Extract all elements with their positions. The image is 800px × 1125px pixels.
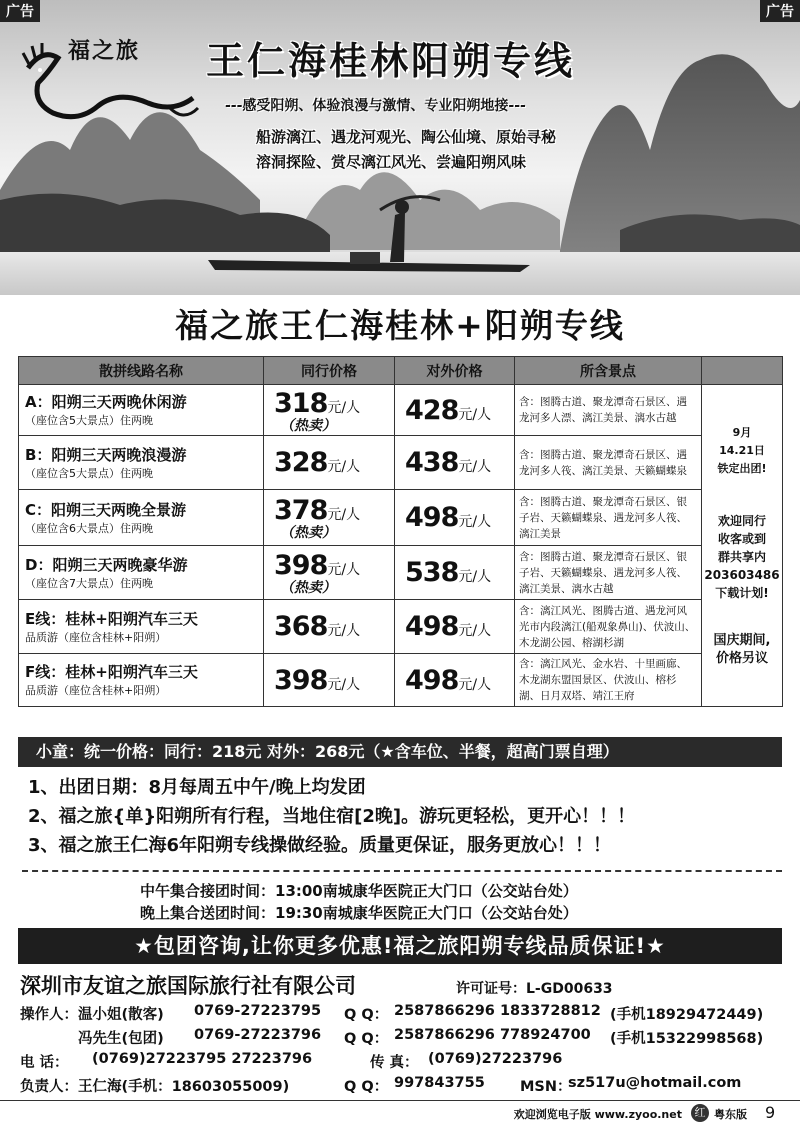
price-unit: 元/人: [458, 569, 492, 585]
operator-2-mobile: (手机15322998568): [610, 1031, 764, 1047]
manager-label: 负责人：: [20, 1079, 78, 1095]
footer-site: 欢迎浏览电子版 www.zyoo.net: [513, 1108, 682, 1121]
operator-2-qq: 2587866296 778924700: [394, 1027, 591, 1043]
banner-feature-1: 船游漓江、遇龙河观光、陶公仙境、原始寻秘: [256, 128, 557, 146]
welcome-line: 群共享内: [717, 549, 766, 564]
fax-label: 传 真：: [370, 1055, 419, 1071]
note-item: 1、出团日期：8月每周五中午/晚上均发团: [28, 777, 366, 798]
table-row: [19, 436, 783, 490]
route-name: F线：桂林+阳朔汽车三天: [25, 663, 198, 681]
route-name: D：阳朔三天两晚豪华游: [25, 555, 188, 574]
date-line: 9月: [732, 425, 752, 439]
peer-price-cell: [264, 654, 395, 707]
price-unit: 元/人: [327, 507, 361, 523]
price-unit: 元/人: [458, 406, 492, 423]
public-price-cell: [395, 654, 515, 707]
price-unit: 元/人: [458, 676, 492, 693]
date-line: 铁定出团!: [717, 461, 767, 475]
note-item: 3、福之旅王仁海6年阳朔专线操做经验。质量更保证，服务更放心！！！: [28, 835, 612, 856]
table-row: [19, 600, 783, 654]
ad-tag-right: 广告: [760, 0, 800, 22]
page-number: 9: [765, 1103, 776, 1122]
public-price: 428: [405, 394, 459, 426]
kids-price-bar: 小童：统一价格：同行：218元 对外：268元（★含车位、半餐，超高门票自理）: [18, 737, 782, 767]
assembly-evening: 晚上集合送团时间：19:30南城康华医院正大门口（公交站台处）: [140, 904, 578, 922]
holiday-note: 价格另议: [715, 650, 768, 666]
public-price: 498: [405, 664, 459, 696]
operator-label: 操作人：: [20, 1007, 78, 1023]
divider: [22, 870, 782, 872]
route-subtitle: （座位含7大景点）住两晚: [25, 576, 153, 590]
group-share-number: 203603486: [704, 567, 780, 582]
price-unit: 元/人: [458, 459, 492, 475]
welcome-line: 欢迎同行: [717, 513, 766, 528]
public-price: 538: [405, 557, 459, 588]
price-unit: 元/人: [458, 623, 492, 639]
logo-text: 福之旅: [68, 38, 141, 64]
peer-price: 378: [274, 495, 328, 526]
manager-info: 王仁海(手机：18603055009): [78, 1079, 290, 1095]
hot-sale-label: （热卖）: [280, 525, 336, 541]
price-unit: 元/人: [327, 459, 361, 475]
operator-2-name: 冯先生(包团): [78, 1031, 164, 1047]
page-footer: [0, 1100, 800, 1125]
hot-sale-label: （热卖）: [280, 580, 336, 596]
price-unit: 元/人: [327, 623, 361, 639]
peer-price: 398: [274, 550, 328, 581]
table-row: [19, 385, 783, 436]
header-spots: 所含景点: [515, 357, 702, 385]
peer-price: 318: [274, 387, 328, 419]
route-name-cell: [19, 546, 264, 600]
license-number: 许可证号：L-GD00633: [456, 981, 613, 997]
holiday-note: 国庆期间,: [713, 632, 771, 648]
spots-cell: 含：漓江风光、图腾古道、遇龙河风光市内段漓江(船观象鼻山)、伏波山、木龙湖公园、榕湖杉湖: [515, 600, 702, 654]
peer-price: 398: [274, 664, 328, 696]
fax-number: (0769)27223796: [428, 1051, 563, 1067]
table-header-row: [19, 357, 783, 385]
manager-qq: 997843755: [394, 1075, 485, 1091]
public-price-cell: [395, 490, 515, 546]
price-unit: 元/人: [327, 399, 361, 416]
route-subtitle: 品质游（座位含桂林+阳朔）: [25, 684, 167, 697]
route-name-cell: [19, 490, 264, 546]
public-price-cell: [395, 436, 515, 490]
peer-price-cell: [264, 436, 395, 490]
price-unit: 元/人: [327, 676, 361, 693]
group-consult-banner: ★包团咨询,让你更多优惠!福之旅阳朔专线品质保证!★: [18, 928, 782, 964]
peer-price-cell: [264, 385, 395, 436]
operator-2-qq-label: Q Q：: [344, 1031, 389, 1047]
header-peer-price: 同行价格: [264, 357, 395, 385]
msn-label: MSN：: [520, 1079, 572, 1095]
operator-1-mobile: (手机18929472449): [610, 1007, 764, 1023]
route-name-cell: [19, 385, 264, 436]
hot-sale-label: （热卖）: [280, 417, 336, 434]
spots-cell: 含：图腾古道、聚龙潭奇石景区、遇龙河多人筏、漓江美景、天籁蝴蝶泉: [515, 436, 702, 490]
public-price-cell: [395, 385, 515, 436]
peer-price-cell: [264, 600, 395, 654]
table-row: [19, 490, 783, 546]
header-route-name: 散拼线路名称: [19, 357, 264, 385]
edition-badge-icon: 红: [691, 1104, 709, 1122]
route-name: E线：桂林+阳朔汽车三天: [25, 609, 198, 628]
public-price: 498: [405, 611, 459, 642]
welcome-line: 收客或到: [717, 531, 766, 546]
operator-1-qq: 2587866296 1833728812: [394, 1003, 601, 1019]
peer-price: 368: [274, 611, 328, 642]
operator-2-phone: 0769-27223796: [194, 1027, 322, 1043]
route-subtitle: 品质游（座位含桂林+阳朔）: [25, 630, 167, 644]
departure-note: [702, 385, 783, 707]
tel-number: (0769)27223795 27223796: [92, 1051, 313, 1067]
spots-cell: 含：图腾古道、聚龙潭奇石景区、银子岩、天籁蝴蝶泉、遇龙河多人筏、漓江美景、漓水古越: [515, 546, 702, 600]
spots-cell: 含：漓江风光、金水岩、十里画廊、木龙湖东盟国景区、伏波山、榕杉湖、日月双塔、靖江王府: [515, 654, 702, 707]
spots-cell: 含：图腾古道、聚龙潭奇石景区、银子岩、天籁蝴蝶泉、遇龙河多人筏、漓江美景: [515, 490, 702, 546]
price-unit: 元/人: [327, 562, 361, 578]
ad-tag-left: 广告: [0, 0, 40, 22]
operator-1-name: 温小姐(散客): [78, 1007, 164, 1023]
date-line: 14.21日: [719, 443, 765, 457]
public-price-cell: [395, 600, 515, 654]
table-row: [19, 654, 783, 707]
header-note: [702, 357, 783, 385]
manager-qq-label: Q Q：: [344, 1079, 389, 1095]
operator-1-qq-label: Q Q：: [344, 1007, 389, 1023]
company-name: 深圳市友谊之旅国际旅行社有限公司: [20, 974, 356, 998]
banner-title: 王仁海桂林阳朔专线: [206, 39, 576, 83]
notes-list: [28, 773, 635, 860]
operator-1-phone: 0769-27223795: [194, 1003, 322, 1019]
price-unit: 元/人: [458, 514, 492, 530]
public-price-cell: [395, 546, 515, 600]
route-name: A：阳朔三天两晚休闲游: [25, 393, 187, 411]
peer-price-cell: [264, 490, 395, 546]
assembly-noon: 中午集合接团时间：13:00南城康华医院正大门口（公交站台处）: [140, 882, 578, 900]
route-name-cell: [19, 600, 264, 654]
table-row: [19, 546, 783, 600]
msn-address: sz517u@hotmail.com: [568, 1075, 742, 1091]
route-name: B：阳朔三天两晚浪漫游: [25, 445, 187, 464]
note-item: 2、福之旅{单}阳朔所有行程，当地住宿[2晚]。游玩更轻松，更开心！！！: [28, 806, 636, 827]
public-price: 438: [405, 447, 459, 478]
header-public-price: 对外价格: [395, 357, 515, 385]
route-name-cell: [19, 654, 264, 707]
public-price: 498: [405, 502, 459, 533]
section-title: 福之旅王仁海桂林+阳朔专线: [175, 306, 625, 345]
welcome-line: 下载计划!: [715, 585, 769, 600]
route-subtitle: （座位含5大景点）住两晚: [25, 466, 153, 480]
tel-label: 电 话：: [20, 1055, 69, 1071]
route-subtitle: （座位含6大景点）住两晚: [25, 521, 153, 535]
footer-edition: 粤东版: [714, 1108, 747, 1121]
banner-feature-2: 溶洞探险、赏尽漓江风光、尝遍阳朔风味: [256, 153, 527, 171]
spots-cell: 含：图腾古道、聚龙潭奇石景区、遇龙河多人漂、漓江美景、漓水古越: [515, 385, 702, 436]
route-name: C：阳朔三天两晚全景游: [25, 500, 187, 519]
peer-price: 328: [274, 447, 328, 478]
banner-subtitle: ---感受阳朔、体验浪漫与激情、专业阳朔地接---: [225, 98, 526, 114]
route-subtitle: （座位含5大景点）住两晚: [25, 414, 153, 427]
peer-price-cell: [264, 546, 395, 600]
route-price-table: [18, 356, 783, 707]
route-name-cell: [19, 436, 264, 490]
banner-photo: [0, 0, 800, 295]
